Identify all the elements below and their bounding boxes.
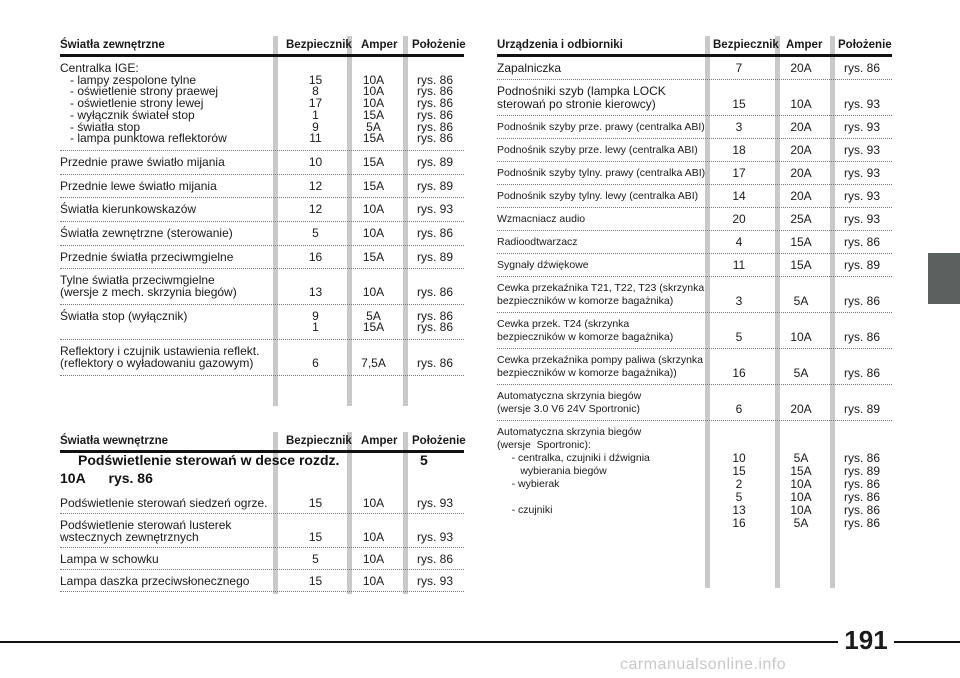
amp-value: 15A — [790, 235, 812, 249]
table-header — [60, 433, 464, 453]
position-value: rys. 86 — [843, 366, 880, 380]
overlapping-row-text: Podświetlenie sterowań w desce rozdz. — [78, 452, 340, 468]
fuse-value: 3 — [735, 294, 743, 308]
fuse-value: 5 — [312, 552, 319, 566]
row-label: Tylne światła przeciwmgielne (wersje z mech. skrzynia biegów) — [60, 273, 237, 300]
footer-rule — [0, 641, 960, 643]
amp-value: 20A — [790, 166, 812, 180]
position-value: rys. 93 — [416, 530, 453, 544]
table-row — [60, 340, 464, 375]
row-label: Automatyczna skrzynia biegów (wersje 3.0 V6 24V Sportronic) — [497, 390, 642, 415]
fuse-value: 15 8 17 1 9 11 — [308, 72, 323, 146]
table-header — [497, 37, 892, 57]
exterior-lights-table — [60, 37, 464, 376]
amp-value: 15A — [790, 258, 812, 272]
row-label: Przednie prawe światło mijania — [60, 154, 225, 169]
fuse-value: 12 — [308, 202, 323, 217]
position-value: rys. 86 — [843, 235, 880, 249]
position-value: rys. 86 — [416, 552, 453, 566]
amp-value: 10A — [362, 285, 385, 300]
amp-value: 10A — [790, 330, 812, 344]
fuse-value: 4 — [735, 235, 743, 249]
position-value: rys. 93 — [843, 120, 880, 134]
table-row — [497, 57, 892, 80]
fuse-value: 9 1 — [312, 308, 319, 335]
table-row — [497, 385, 892, 421]
amp-value: 25A — [790, 212, 812, 226]
table-body — [60, 492, 464, 592]
fuse-value: 6 — [735, 402, 743, 416]
fuse-value: 3 — [735, 120, 743, 134]
fuse-value: 6 — [312, 355, 319, 370]
table-row — [60, 151, 464, 175]
table-row — [60, 198, 464, 222]
row-label: Podnośnik szyby prze. lewy (centralka ABI) — [497, 144, 698, 156]
watermark: carmanualsonline.info — [620, 656, 787, 673]
table-body — [497, 57, 892, 535]
amp-value: 15A — [362, 154, 385, 169]
table-row — [497, 162, 892, 185]
row-label: Światła stop (wyłącznik) — [60, 308, 188, 323]
table-row — [60, 269, 464, 304]
position-value: rys. 93 — [843, 166, 880, 180]
table-row — [60, 305, 464, 340]
table-row — [60, 492, 464, 514]
position-value: rys. 89 — [843, 258, 880, 272]
fuse-value: 11 — [732, 258, 746, 272]
amp-value: 20A — [790, 143, 812, 157]
amp-value: 10A — [362, 552, 385, 566]
position-value: rys. 86 — [416, 285, 453, 300]
position-value: rys. 86 — [843, 294, 880, 308]
header-amp: Amper — [361, 435, 398, 447]
amp-value: 15A — [362, 178, 385, 193]
row-label: Przednie światła przeciwmgielne — [60, 249, 234, 264]
fuse-value: 10 15 2 5 13 16 — [732, 451, 746, 530]
row-label: Światła zewnętrzne (sterowanie) — [60, 225, 233, 240]
row-label: Światła kierunkowskazów — [60, 202, 197, 217]
fuse-value: 10 — [308, 154, 323, 169]
fuse-value: 5 — [312, 225, 319, 240]
table-row — [497, 254, 892, 277]
row-label: Wzmacniacz audio — [497, 213, 586, 225]
header-pos: Położenie — [838, 39, 892, 51]
position-value: rys. 86 — [416, 355, 453, 370]
devices-table — [497, 37, 892, 535]
amp-value: 5A 15A 10A 10A 10A 5A — [790, 451, 812, 530]
amp-value: 20A — [790, 120, 812, 134]
row-label: Sygnały dźwiękowe — [497, 259, 589, 271]
row-label: Podnośnik szyby prze. prawy (centralka ABI) — [497, 121, 705, 133]
position-value: rys. 86 rys. 86 rys. 86 rys. 86 rys. 86 rys. 86 — [416, 72, 453, 146]
amp-value: 15A — [362, 249, 385, 264]
fuse-value: 17 — [732, 166, 746, 180]
overlapping-row-fuse: 5 — [420, 452, 428, 468]
table-header — [60, 37, 464, 57]
position-value: rys. 89 — [416, 178, 453, 193]
row-label: Podnośnik szyby tylny. prawy (centralka ABI) — [497, 167, 706, 179]
header-name: Urządzenia i odbiorniki — [497, 39, 623, 51]
header-pos: Położenie — [412, 435, 466, 447]
row-label: Zapalniczka — [497, 61, 562, 75]
table-row — [497, 116, 892, 139]
row-label: Podświetlenie sterowań lusterek wstecznych zewnętrznych — [60, 518, 232, 544]
position-value: rys. 86 rys. 86 — [416, 308, 453, 335]
fuse-value: 16 — [308, 249, 323, 264]
table-row — [497, 231, 892, 254]
amp-value: 5A — [793, 366, 809, 380]
fuse-value: 20 — [732, 212, 746, 226]
header-pos: Położenie — [412, 39, 466, 51]
table-row — [497, 80, 892, 116]
position-value: rys. 86 — [416, 225, 453, 240]
fuse-value: 14 — [732, 189, 746, 203]
amp-value: 20A — [790, 61, 812, 75]
fuse-value: 18 — [732, 143, 746, 157]
amp-value: 10A — [790, 97, 812, 111]
table-row — [497, 277, 892, 313]
position-value: rys. 93 — [416, 496, 453, 510]
table-body — [60, 57, 464, 376]
amp-value: 10A — [362, 225, 385, 240]
amp-value: 7,5A — [361, 355, 386, 370]
position-value: rys. 89 — [843, 402, 880, 416]
fuse-value: 15 — [308, 496, 323, 510]
page-number: 191 — [838, 625, 894, 655]
fuse-value: 15 — [308, 574, 323, 588]
row-label: Podświetlenie sterowań siedzeń ogrze. — [60, 496, 268, 510]
table-row — [497, 313, 892, 349]
fuse-value: 5 — [735, 330, 743, 344]
amp-value: 10A 10A 10A 15A 5A 15A — [362, 72, 385, 146]
header-fuse: Bezpiecznik — [713, 39, 779, 51]
position-value: rys. 93 — [843, 97, 880, 111]
table-row — [60, 570, 464, 592]
fuse-value: 15 — [732, 97, 746, 111]
position-value: rys. 86 — [843, 330, 880, 344]
header-name: Światła wewnętrzne — [60, 435, 169, 447]
row-label: Podnośniki szyb (lampka LOCK sterowań po stronie kierowcy) — [497, 84, 666, 111]
table-row — [60, 246, 464, 270]
overlapping-row-values: 10A rys. 86 — [60, 470, 153, 486]
table-row — [497, 185, 892, 208]
position-value: rys. 93 — [843, 143, 880, 157]
amp-value: 10A — [362, 530, 385, 544]
position-value: rys. 86 rys. 89 rys. 86 rys. 86 rys. 86 rys. 86 — [843, 451, 880, 530]
fuse-value: 12 — [308, 178, 323, 193]
position-value: rys. 86 — [843, 61, 880, 75]
amp-value: 10A — [362, 574, 385, 588]
fuse-value: 16 — [732, 366, 746, 380]
position-value: rys. 89 — [416, 154, 453, 169]
row-label: Automatyczna skrzynia biegów (wersje Sportronic): - centralka, czujniki i dźwignia wybierania biegów - wybierak - czujniki — [497, 426, 650, 516]
row-label: Lampa w schowku — [60, 552, 159, 566]
table-row — [497, 349, 892, 385]
table-row — [60, 514, 464, 548]
table-row — [497, 208, 892, 231]
amp-value: 20A — [790, 402, 812, 416]
row-label: Cewka przek. T24 (skrzynka bezpieczników w komorze bagażnika) — [497, 318, 674, 343]
row-label: Cewka przekaźnika pompy paliwa (skrzynka bezpieczników w komorze bagażnika)) — [497, 354, 703, 379]
header-name: Światła zewnętrzne — [60, 39, 165, 51]
fuse-value: 15 — [308, 530, 323, 544]
table-row — [497, 139, 892, 162]
row-label: Cewka przekaźnika T21, T22, T23 (skrzynka bezpieczników w komorze bagażnika) — [497, 282, 705, 307]
fuse-value: 7 — [735, 61, 743, 75]
table-row — [60, 57, 464, 151]
header-amp: Amper — [361, 39, 398, 51]
position-value: rys. 93 — [843, 189, 880, 203]
amp-value: 10A — [362, 202, 385, 217]
row-label: Lampa daszka przeciwsłonecznego — [60, 574, 250, 588]
section-tab-marker — [928, 253, 960, 304]
position-value: rys. 93 — [416, 574, 453, 588]
header-fuse: Bezpiecznik — [286, 39, 352, 51]
amp-value: 10A — [362, 496, 385, 510]
fuse-value: 13 — [308, 285, 323, 300]
amp-value: 5A 15A — [362, 308, 385, 335]
row-label: Podnośnik szyby tylny. lewy (centralka ABI) — [497, 190, 699, 202]
position-value: rys. 93 — [843, 212, 880, 226]
header-fuse: Bezpiecznik — [286, 435, 352, 447]
amp-value: 20A — [790, 189, 812, 203]
table-row — [60, 548, 464, 570]
row-label: Radioodtwarzacz — [497, 236, 578, 248]
position-value: rys. 89 — [416, 249, 453, 264]
row-label: Centralka IGE: - lampy zespolone tylne - oświetlenie strony praewej - oświetlenie strony lewej - wyłącznik świateł stop - światła stop - lampa punktowa reflektorów — [60, 61, 227, 146]
header-amp: Amper — [786, 39, 823, 51]
table-row — [497, 421, 892, 535]
amp-value: 5A — [793, 294, 809, 308]
table-row — [60, 222, 464, 246]
table-row — [60, 175, 464, 199]
position-value: rys. 93 — [416, 202, 453, 217]
row-label: Przednie lewe światło mijania — [60, 178, 217, 193]
row-label: Reflektory i czujnik ustawienia reflekt. (reflektory o wyładowaniu gazowym) — [60, 344, 260, 370]
